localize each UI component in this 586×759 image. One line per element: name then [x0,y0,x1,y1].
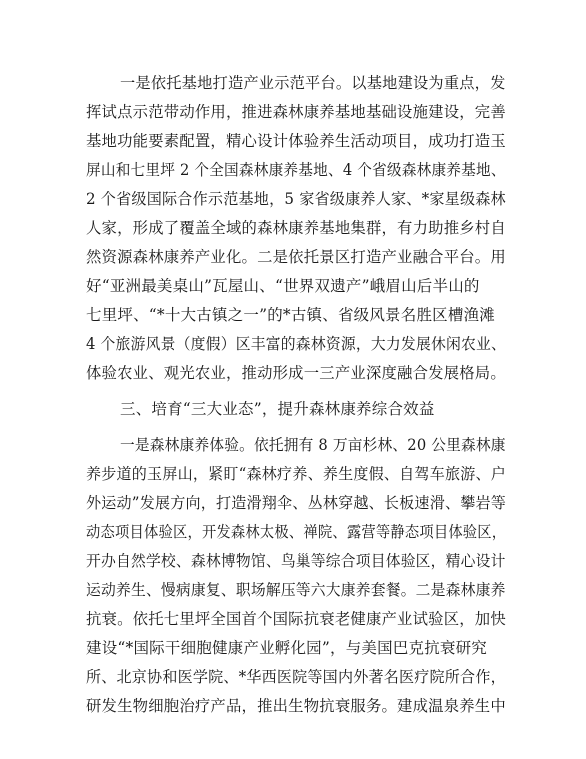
paragraph-line: 养步道的玉屏山，紧盯“森林疗养、养生度假、自驾车旅游、户 [86,465,507,483]
paragraph-line: 研发生物细胞治疗产品，推出生物抗衰服务。建成温泉养生中 [86,697,506,715]
section-heading: 三、培育“三大业态”，提升森林康养综合效益 [120,400,435,418]
paragraph-line: 所、北京协和医学院、*华西医院等国内外著名医疗院所合作， [86,668,506,686]
paragraph-line: 4 个旅游风景（度假）区丰富的森林资源，大力发展休闲农业、 [86,335,507,353]
paragraph-line: 运动养生、慢病康复、职场解压等六大康养套餐。二是森林康养 [86,581,506,599]
paragraph-line: 2 个省级国际合作示范基地，5 家省级康养人家、*家星级森林 [86,190,506,208]
paragraph-line: 一是森林康养体验。依托拥有 8 万亩杉林、20 公里森林康 [120,436,506,454]
paragraph-line: 一是依托基地打造产业示范平台。以基地建设为重点，发 [120,74,506,92]
paragraph-line: 抗衰。依托七里坪全国首个国际抗衰老健康产业试验区，加快 [86,610,506,628]
paragraph-line: 然资源森林康养产业化。二是依托景区打造产业融合平台。用 [86,248,506,266]
paragraph-line: 屏山和七里坪 2 个全国森林康养基地、4 个省级森林康养基地、 [86,161,506,179]
paragraph-line: 开办自然学校、森林博物馆、鸟巢等综合项目体验区，精心设计 [86,552,506,570]
paragraph-line: 外运动”发展方向，打造滑翔伞、丛林穿越、长板速滑、攀岩等 [86,494,507,512]
paragraph-line: 七里坪、“*十大古镇之一”的*古镇、省级风景名胜区槽渔滩 [86,306,495,324]
paragraph-line: 建设“*国际干细胞健康产业孵化园”，与美国巴克抗衰研究 [86,639,487,657]
paragraph-line: 人家，形成了覆盖全域的森林康养基地集群，有力助推乡村自 [86,219,506,237]
paragraph-line: 挥试点示范带动作用，推进森林康养基地基础设施建设，完善 [86,103,506,121]
paragraph-line: 好“亚洲最美桌山”瓦屋山、“世界双遗产”峨眉山后半山的 [86,277,480,295]
paragraph-line: 动态项目体验区，开发森林太极、禅院、露营等静态项目体验区， [86,523,507,541]
paragraph-line: 体验农业、观光农业，推动形成一三产业深度融合发展格局。 [86,364,506,382]
paragraph-line: 基地功能要素配置，精心设计体验养生活动项目，成功打造玉 [86,132,506,150]
